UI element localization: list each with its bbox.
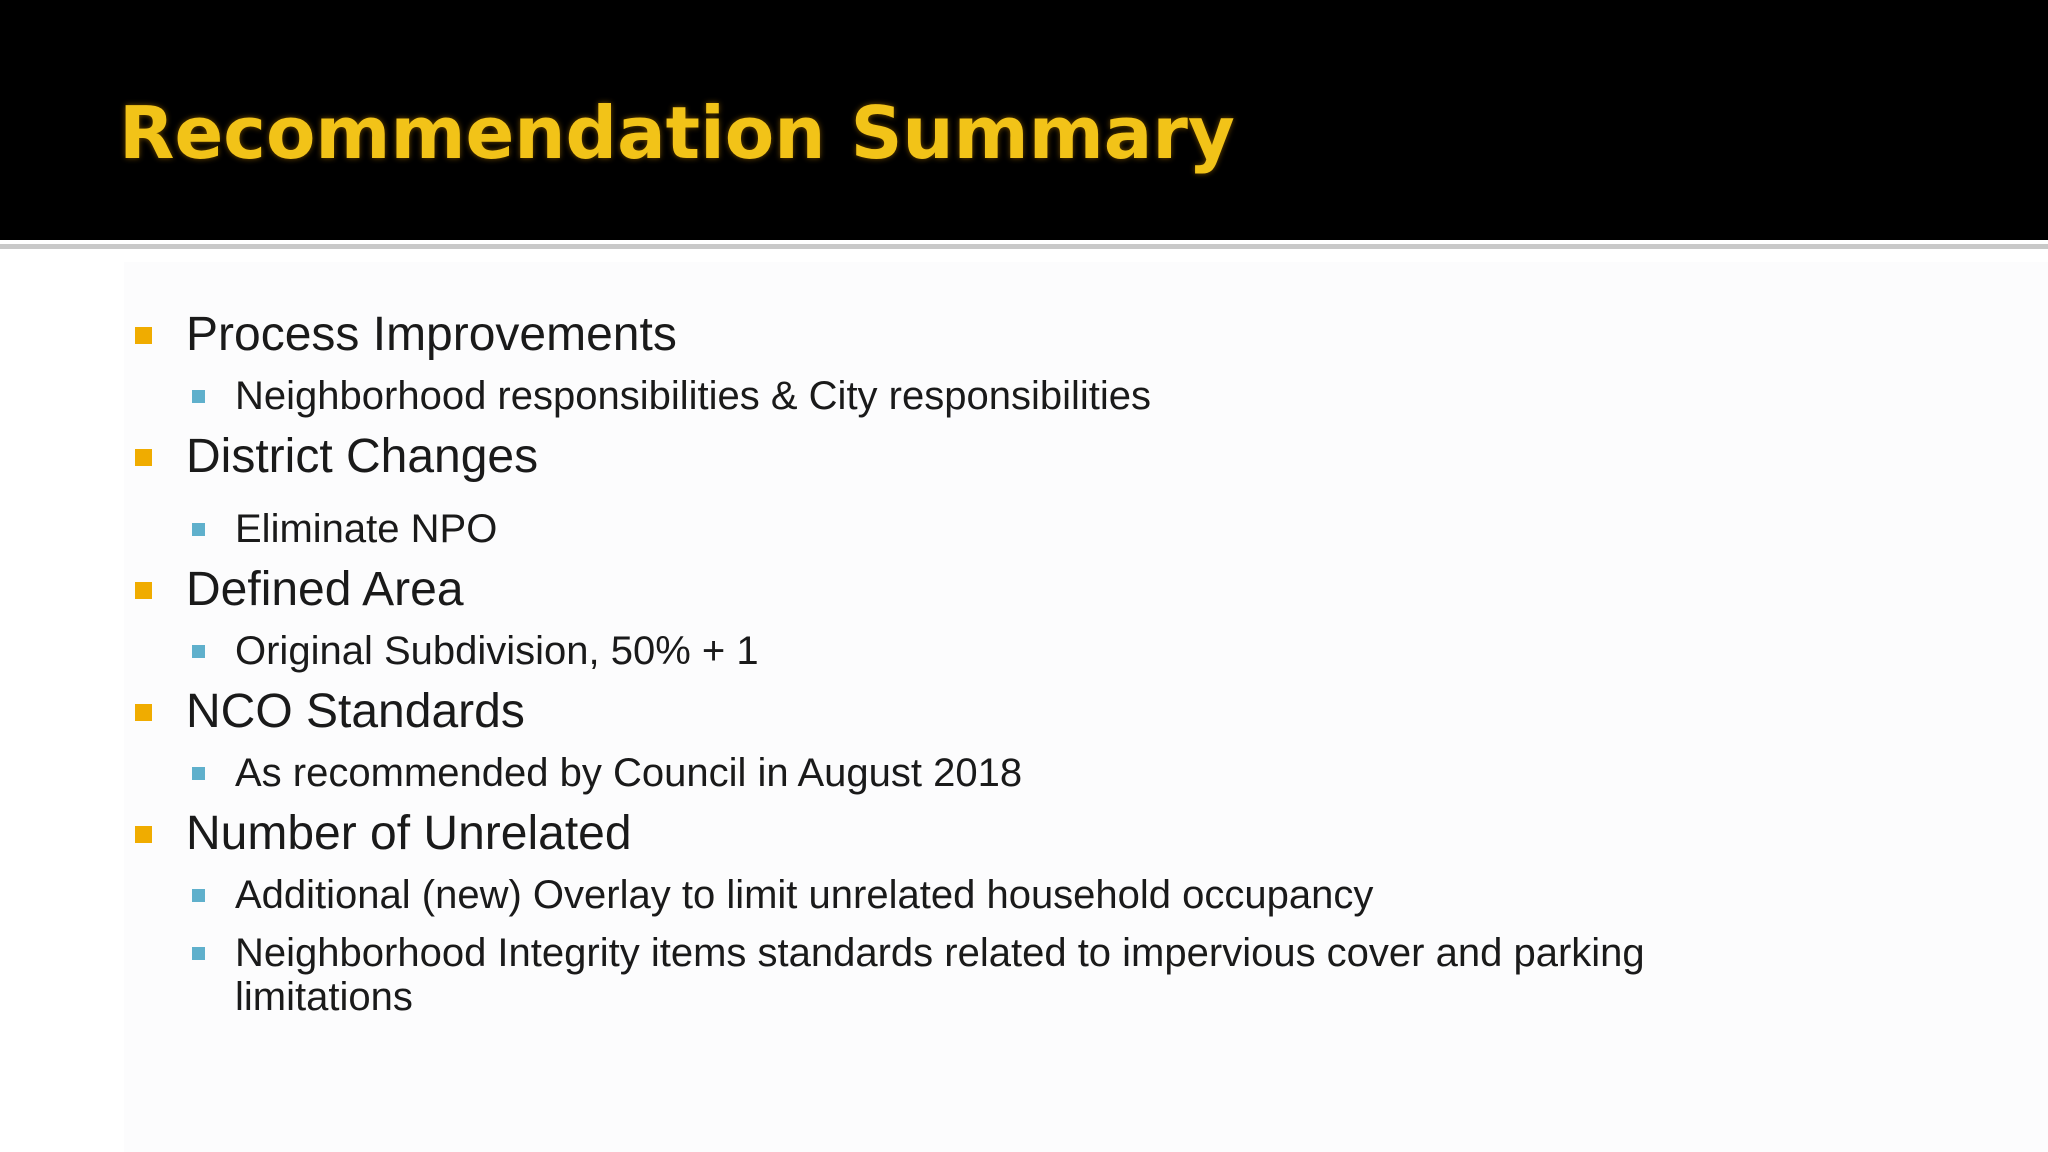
bullet-number-of-unrelated: Number of Unrelated xyxy=(186,807,632,860)
sub-bullet-overlay: Additional (new) Overlay to limit unrelated household occupancy xyxy=(235,873,1374,917)
sub-bullet-square-icon xyxy=(192,523,205,536)
slide-title: Recommendation Summary xyxy=(119,91,1235,175)
sub-bullet-responsibilities: Neighborhood responsibilities & City responsibilities xyxy=(235,374,1152,418)
sub-bullet-square-icon xyxy=(192,947,205,960)
title-bar xyxy=(0,0,2048,240)
bullet-square-icon xyxy=(135,704,152,721)
sub-bullet-square-icon xyxy=(192,767,205,780)
sub-bullet-square-icon xyxy=(192,645,205,658)
bullet-square-icon xyxy=(135,582,152,599)
sub-bullet-square-icon xyxy=(192,390,205,403)
sub-bullet-original-subdivision: Original Subdivision, 50% + 1 xyxy=(235,629,759,673)
bullet-nco-standards: NCO Standards xyxy=(186,685,525,738)
sub-bullet-eliminate-npo: Eliminate NPO xyxy=(235,507,498,551)
sub-bullet-square-icon xyxy=(192,889,205,902)
bullet-district-changes: District Changes xyxy=(186,430,539,483)
bullet-process-improvements: Process Improvements xyxy=(186,308,677,361)
sub-bullet-council-recommendation: As recommended by Council in August 2018 xyxy=(235,751,1023,795)
sub-bullet-neighborhood-integrity: Neighborhood Integrity items standards related to impervious cover and parking limitations xyxy=(235,931,1645,1019)
bullet-square-icon xyxy=(135,449,152,466)
title-divider xyxy=(0,244,2048,249)
bullet-square-icon xyxy=(135,327,152,344)
bullet-defined-area: Defined Area xyxy=(186,563,464,616)
bullet-square-icon xyxy=(135,826,152,843)
